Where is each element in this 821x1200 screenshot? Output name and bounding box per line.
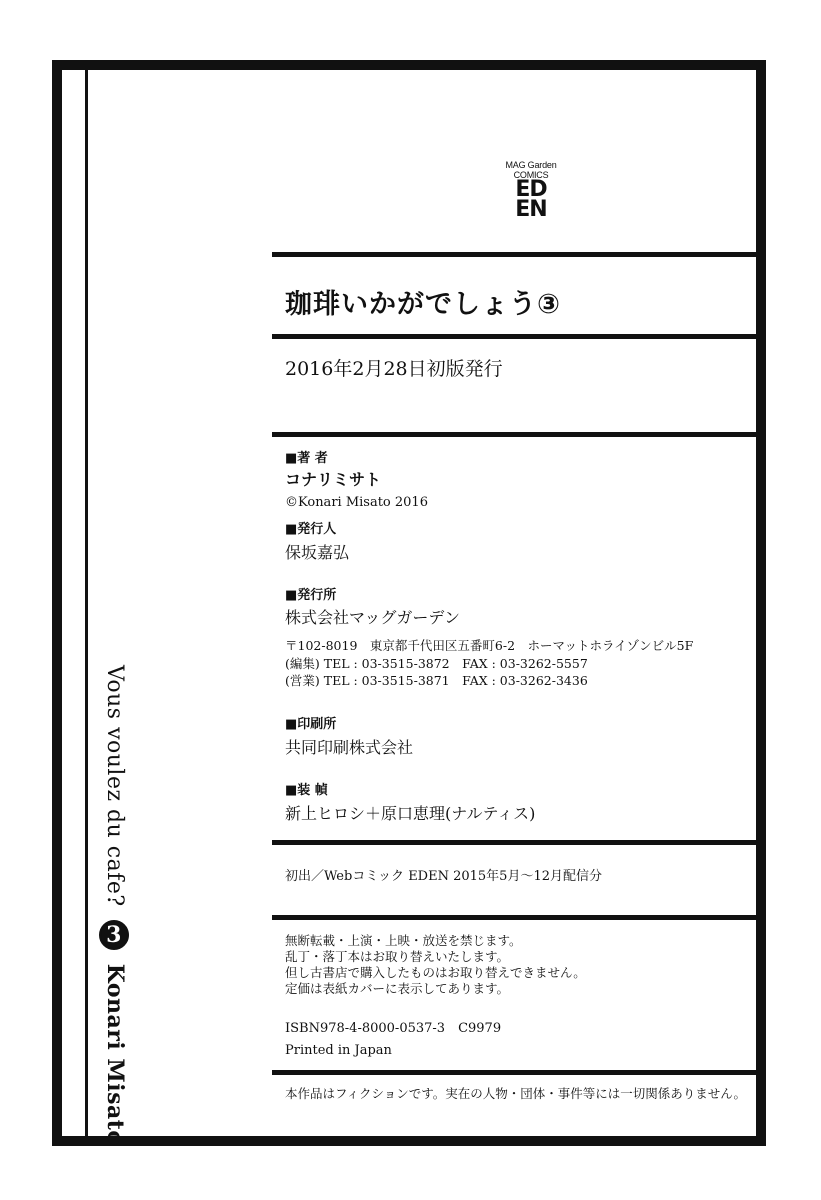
printed-in: Printed in Japan: [285, 1043, 392, 1058]
first-published: 初出／Webコミック EDEN 2015年5月〜12月配信分: [285, 869, 602, 884]
publisher-person: 保坂嘉弘: [285, 543, 350, 562]
logo-mark-line1: ED: [515, 177, 547, 202]
spine-divider: [85, 70, 88, 1136]
printer-name: 共同印刷株式会社: [285, 738, 414, 757]
notice-3: 但し古書店で購入したものはお取り替えできません。: [285, 965, 586, 980]
isbn: ISBN978-4-8000-0537-3 C9979: [285, 1021, 502, 1036]
publisher-name: 株式会社マッグガーデン: [285, 608, 461, 627]
design-label: ■装 幀: [285, 783, 328, 798]
author-label: ■著 者: [285, 451, 328, 466]
rule-after-credits: [272, 840, 766, 845]
copyright: ©Konari Misato 2016: [285, 495, 428, 510]
spine-title: Vous voulez du cafe?: [102, 665, 127, 907]
spine-volume-badge: 3: [99, 920, 129, 950]
book-title: 珈琲いかがでしょう③: [285, 289, 561, 320]
logo-mark-line2: EN: [515, 197, 547, 222]
logo-publisher-line2: COMICS: [513, 170, 549, 180]
publisher-label: ■発行所: [285, 588, 337, 603]
notice-1: 無断転載・上演・上映・放送を禁じます。: [285, 933, 522, 948]
rule-after-first-published: [272, 915, 766, 920]
fiction-notice: 本作品はフィクションです。実在の人物・団体・事件等には一切関係ありません。: [285, 1086, 747, 1101]
design-name: 新上ヒロシ＋原口恵理(ナルティス): [285, 804, 536, 823]
eden-logo: [503, 160, 559, 220]
editorial-contact: (編集) TEL : 03-3515-3872 FAX : 03-3262-5557: [285, 656, 588, 671]
spine-author: Konari Misato: [102, 963, 128, 1146]
spine: [100, 665, 130, 1146]
printer-label: ■印刷所: [285, 717, 337, 732]
logo-publisher-line1: MAG Garden: [505, 160, 557, 170]
notice-4: 定価は表紙カバーに表示してあります。: [285, 981, 510, 996]
notice-2: 乱丁・落丁本はお取り替えいたします。: [285, 949, 510, 964]
author-name: コナリミサト: [285, 470, 382, 489]
edition-date: 2016年2月28日初版発行: [285, 358, 503, 380]
rule-after-date: [272, 432, 766, 437]
publisher-address: 〒102-8019 東京都千代田区五番町6-2 ホーマットホライゾンビル5F: [285, 638, 694, 653]
rule-top: [272, 252, 766, 257]
rule-bottom: [272, 1070, 766, 1075]
rule-after-title: [272, 334, 766, 339]
publisher-person-label: ■発行人: [285, 522, 337, 537]
sales-contact: (営業) TEL : 03-3515-3871 FAX : 03-3262-3436: [285, 673, 588, 688]
